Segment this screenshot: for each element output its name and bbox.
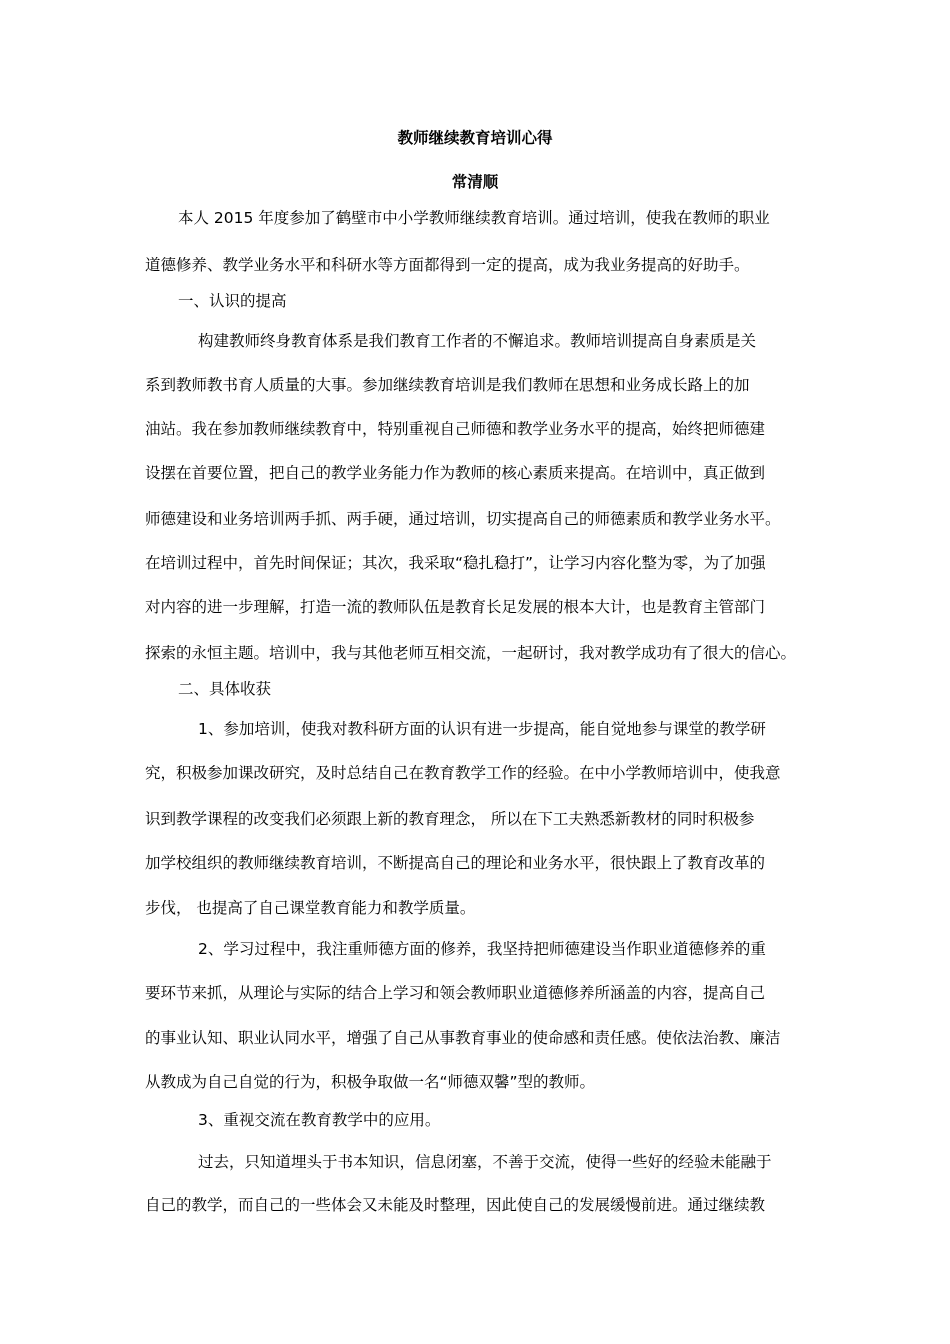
document-title: 教师继续教育培训心得 <box>397 129 553 147</box>
section-heading: 一、认识的提高 <box>178 292 287 310</box>
paragraph-line: 1、参加培训，使我对教科研方面的认识有进一步提高，能自觉地参与课堂的教学研 <box>198 720 766 738</box>
paragraph-line: 系到教师教书育人质量的大事。参加继续教育培训是我们教师在思想和业务成长路上的加 <box>145 376 750 394</box>
paragraph-line: 识到教学课程的改变我们必须跟上新的教育理念， 所以在下工夫熟悉新教材的同时积极参 <box>145 810 755 828</box>
paragraph-line: 设摆在首要位置，把自己的教学业务能力作为教师的核心素质来提高。在培训中，真正做到 <box>145 464 766 482</box>
paragraph-line: 从教成为自己自觉的行为，积极争取做一名“师德双馨”型的教师。 <box>145 1073 596 1091</box>
paragraph-line: 2、学习过程中，我注重师德方面的修养，我坚持把师德建设当作职业道德修养的重 <box>198 940 766 958</box>
paragraph-line: 自己的教学，而自己的一些体会又未能及时整理，因此使自己的发展缓慢前进。通过继续教 <box>145 1196 766 1214</box>
paragraph-line: 究，积极参加课改研究，及时总结自己在教育教学工作的经验。在中小学教师培训中，使我意 <box>145 764 781 782</box>
paragraph-line: 步伐， 也提高了自己课堂教育能力和教学质量。 <box>145 899 476 917</box>
paragraph-line: 在培训过程中，首先时间保证；其次，我采取“稳扎稳打”，让学习内容化整为零，为了加强 <box>145 554 766 572</box>
paragraph-line: 师德建设和业务培训两手抓、两手硬，通过培训，切实提高自己的师德素质和教学业务水平。 <box>145 510 781 528</box>
paragraph-line: 3、重视交流在教育教学中的应用。 <box>198 1111 441 1129</box>
paragraph-line: 道德修养、教学业务水平和科研水等方面都得到一定的提高，成为我业务提高的好助手。 <box>145 256 750 274</box>
paragraph-line: 探索的永恒主题。培训中，我与其他老师互相交流，一起研讨，我对教学成功有了很大的信心。 <box>145 644 797 662</box>
paragraph-line: 油站。我在参加教师继续教育中，特别重视自己师德和教学业务水平的提高，始终把师德建 <box>145 420 766 438</box>
paragraph-line: 的事业认知、职业认同水平，增强了自己从事教育事业的使命感和责任感。使依法治教、廉洁 <box>145 1029 781 1047</box>
paragraph-line: 要环节来抓，从理论与实际的结合上学习和领会教师职业道德修养所涵盖的内容，提高自己 <box>145 984 766 1002</box>
paragraph-line: 本人 2015 年度参加了鹤壁市中小学教师继续教育培训。通过培训，使我在教师的职业 <box>178 209 770 227</box>
paragraph-line: 对内容的进一步理解，打造一流的教师队伍是教育长足发展的根本大计，也是教育主管部门 <box>145 598 766 616</box>
paragraph-line: 加学校组织的教师继续教育培训，不断提高自己的理论和业务水平，很快跟上了教育改革的 <box>145 854 766 872</box>
document-author: 常清顺 <box>451 173 499 191</box>
paragraph-line: 构建教师终身教育体系是我们教育工作者的不懈追求。教师培训提高自身素质是关 <box>198 332 757 350</box>
paragraph-line: 过去，只知道埋头于书本知识，信息闭塞，不善于交流，使得一些好的经验未能融于 <box>198 1153 772 1171</box>
section-heading: 二、具体收获 <box>178 680 272 698</box>
